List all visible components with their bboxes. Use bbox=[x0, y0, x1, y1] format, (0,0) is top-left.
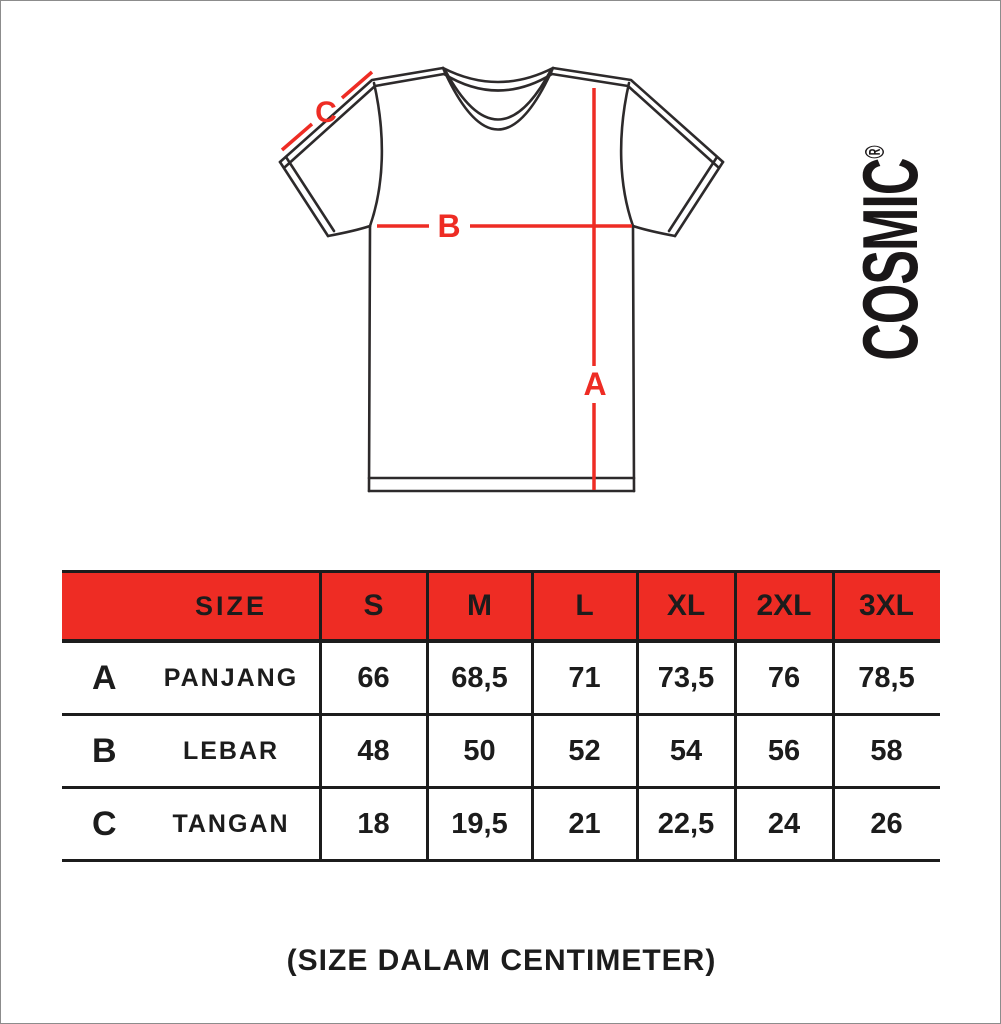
column-divider bbox=[319, 570, 322, 862]
brand-name: COSMIC bbox=[848, 158, 936, 361]
brand-text bbox=[847, 145, 937, 360]
size-column-title: SIZE bbox=[194, 590, 267, 621]
measure-label-a: A bbox=[583, 366, 607, 402]
value-cell: 48 bbox=[357, 734, 390, 767]
row-letter: C bbox=[92, 804, 117, 843]
row-label-cell bbox=[62, 732, 320, 771]
row-name: TANGAN bbox=[172, 809, 290, 838]
header-cell-2xl: 2XL bbox=[756, 589, 812, 622]
header-cell-s: S bbox=[363, 589, 384, 622]
measure-label-c: C bbox=[315, 96, 337, 129]
column-divider bbox=[426, 570, 429, 862]
row-letter: A bbox=[92, 658, 117, 697]
column-divider bbox=[734, 570, 737, 862]
value-cell: 24 bbox=[767, 807, 801, 840]
header-cell-m: M bbox=[467, 589, 492, 622]
column-divider bbox=[832, 570, 835, 862]
measurement-lines bbox=[282, 72, 632, 490]
value-cell: 71 bbox=[568, 661, 601, 694]
header-cell-xl: XL bbox=[666, 589, 706, 622]
value-cell: 52 bbox=[568, 734, 601, 767]
brand-logo bbox=[846, 139, 938, 367]
value-cell: 26 bbox=[870, 807, 903, 840]
registered-mark-icon: ® bbox=[860, 145, 891, 159]
column-divider bbox=[636, 570, 639, 862]
value-cell: 21 bbox=[568, 807, 601, 840]
value-cell: 50 bbox=[463, 734, 496, 767]
value-cell: 76 bbox=[767, 661, 801, 694]
row-label-cell bbox=[62, 659, 320, 698]
measure-label-b: B bbox=[437, 208, 461, 244]
unit-caption: (SIZE DALAM CENTIMETER) bbox=[286, 944, 717, 977]
value-cell: 56 bbox=[767, 734, 801, 767]
header-cell-size bbox=[62, 591, 320, 622]
size-table bbox=[62, 570, 940, 862]
row-name: LEBAR bbox=[182, 736, 280, 765]
column-divider bbox=[531, 570, 534, 862]
header-cell-3xl: 3XL bbox=[858, 589, 915, 622]
value-cell: 73,5 bbox=[657, 661, 715, 694]
row-letter: B bbox=[92, 731, 117, 770]
table-row-tangan bbox=[62, 789, 940, 862]
value-cell: 68,5 bbox=[451, 661, 508, 694]
header-cell-l: L bbox=[575, 589, 594, 622]
row-label-cell bbox=[62, 805, 320, 844]
tshirt-outline bbox=[280, 68, 723, 491]
value-cell: 22,5 bbox=[657, 807, 715, 840]
value-cell: 78,5 bbox=[858, 661, 915, 694]
value-cell: 18 bbox=[357, 807, 390, 840]
value-cell: 19,5 bbox=[451, 807, 508, 840]
table-row-panjang bbox=[62, 643, 940, 716]
table-row-lebar bbox=[62, 716, 940, 789]
row-name: PANJANG bbox=[163, 663, 299, 692]
value-cell: 58 bbox=[870, 734, 903, 767]
size-table-header-row bbox=[62, 570, 940, 643]
value-cell: 54 bbox=[669, 734, 703, 767]
value-cell: 66 bbox=[357, 661, 390, 694]
